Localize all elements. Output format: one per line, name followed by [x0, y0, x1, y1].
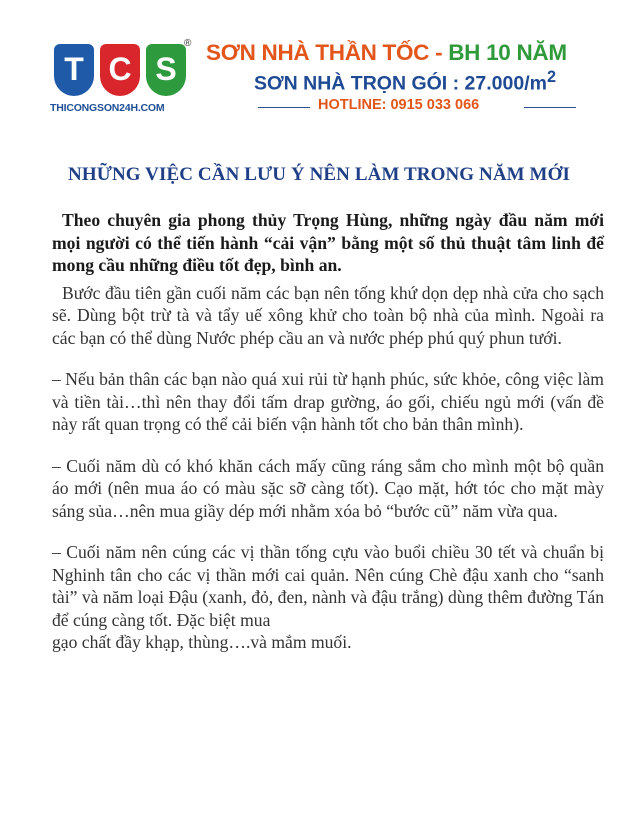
paragraph-3: – Cuối năm dù có khó khăn cách mấy cũng ráng sắm cho mình một bộ quần áo mới (nên mua áo có màu sặc sỡ càng tốt). Cạo mặt, hớt tóc cho mặt mày sáng sủa…nên mua giầy dép mới nhằm xóa bỏ “bước cũ” năm vừa qua.	[52, 455, 604, 521]
hotline-row	[206, 97, 596, 117]
logo-letter-c: C	[100, 44, 140, 96]
tcs-logo[interactable]	[50, 38, 192, 124]
paragraph-4: – Cuối năm nên cúng các vị thần tống cựu vào buổi chiều 30 tết và chuẩn bị Nghinh tân cho các vị thần mới cai quản. Nên cúng Chè đậu xanh cho “sanh tài” và năm loại Đậu (xanh, đỏ, đen, nành và đậu trắng) dùng thêm đường Tán để cúng càng tốt. Đặc biệt mua	[52, 542, 604, 630]
slogan-line-1	[206, 40, 567, 66]
article-body	[52, 209, 604, 654]
logo-letter-s: S	[146, 44, 186, 96]
slogan-price-unit-sup: 2	[546, 68, 556, 86]
page-header	[0, 0, 638, 140]
hotline-text[interactable]: HOTLINE: 0915 033 066	[318, 97, 480, 113]
registered-mark: ®	[184, 38, 192, 49]
logo-letter-t: T	[54, 44, 94, 96]
slogan-price: SƠN NHÀ TRỌN GÓI : 27.000/m	[254, 72, 547, 95]
logo-mark	[50, 38, 192, 98]
paragraph-1: Bước đầu tiên gần cuối năm các bạn nên tống khứ dọn dẹp nhà cửa cho sạch sẽ. Dùng bột trừ tà và tẩy uế xông khử cho toàn bộ nhà của mình. Ngoài ra các bạn có thể dùng Nước phép cầu an và nước phép phú quý phun tưới.	[52, 282, 604, 348]
slogan-warranty: BH 10 NĂM	[448, 40, 567, 65]
hotline-divider-right	[524, 107, 576, 108]
article-title: NHỮNG VIỆC CẦN LƯU Ý NÊN LÀM TRONG NĂM MỚI	[68, 163, 570, 185]
slogan-line-2	[254, 68, 556, 96]
hotline-divider-left	[258, 107, 310, 108]
paragraph-2: – Nếu bản thân các bạn nào quá xui rủi từ hạnh phúc, sức khỏe, công việc làm và tiền tài…thì nên thay đổi tấm drap gường, áo gối, chiếu ngủ mới (vấn đề này rất quan trọng có thể cải biến vận hành tốt cho bản thân mình).	[52, 369, 604, 434]
slogan-fast-paint: SƠN NHÀ THẦN TỐC -	[206, 40, 449, 65]
article-lead: Theo chuyên gia phong thủy Trọng Hùng, những ngày đầu năm mới mọi người có thể tiến hành “cải vận” bằng một số thủ thuật tâm linh để mong cầu những điều tốt đẹp, bình an.	[52, 210, 604, 275]
paragraph-4-last-line: gạo chất đầy khạp, thùng….và mắm muối.	[52, 632, 352, 652]
logo-website: THICONGSON24H.COM	[50, 102, 165, 114]
